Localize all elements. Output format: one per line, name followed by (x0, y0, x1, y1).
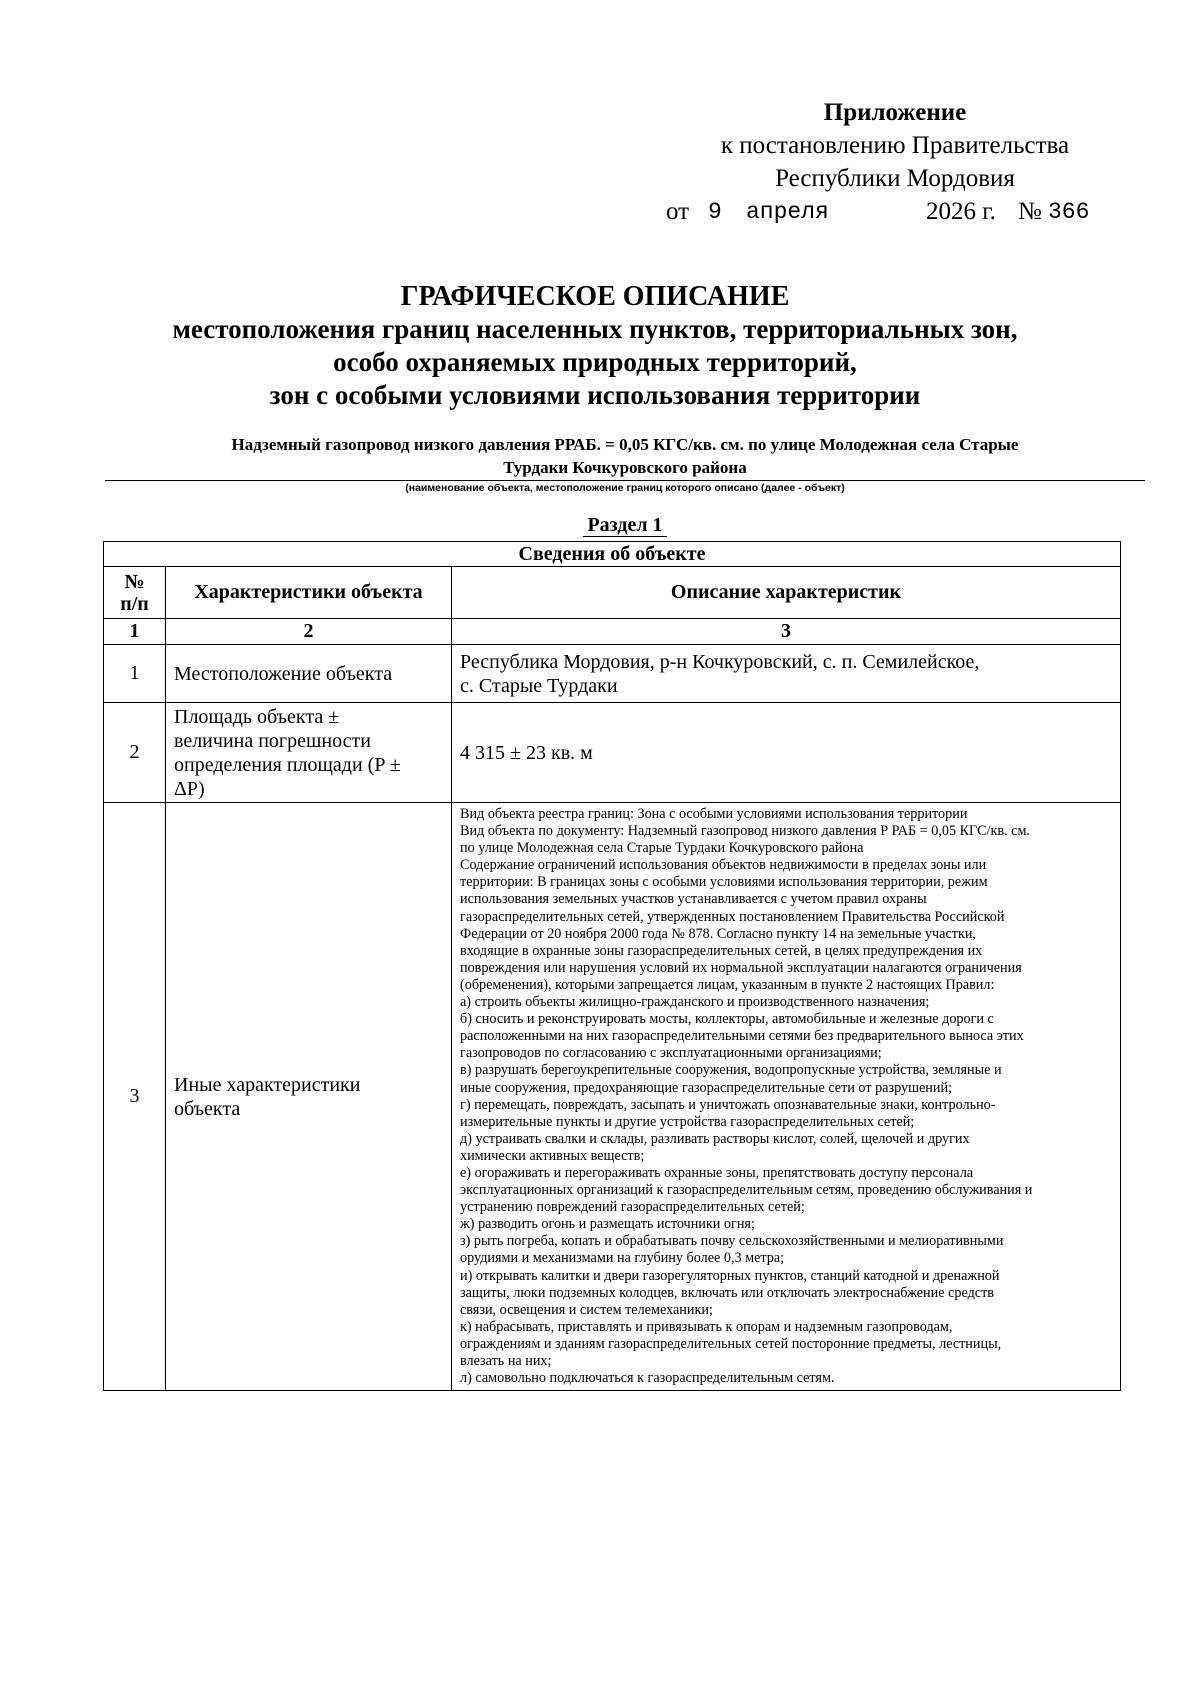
row-characteristic: Иные характеристики объекта (166, 803, 452, 1391)
description-line: Федерации от 20 ноября 2000 года № 878. Согласно пункту 14 на земельные участки, (460, 925, 976, 942)
row-value: 4 315 ± 23 кв. м (452, 703, 1121, 803)
description-line: а) строить объекты жилищно-гражданского и производственного назначения; (460, 994, 930, 1011)
description-line: г) перемещать, повреждать, засыпать и уничтожать опознавательные знаки, контрольно- (460, 1096, 996, 1113)
description-line: входящие в охранные зоны газораспределительных сетей, в целях предупреждения их (460, 942, 983, 959)
header-num: № п/п (104, 567, 166, 619)
description-line: газораспределительных сетей, утвержденных постановлением Правительства Российской (460, 908, 1005, 925)
description-line: расположенными на них газораспределительными сетями без предварительного выноса этих (460, 1028, 1024, 1045)
description-line: Содержание ограничений использования объектов недвижимости в пределах зоны или (460, 857, 987, 874)
description-line: и) открывать калитки и двери газорегуляторных пунктов, станций катодной и дренажной (460, 1267, 1000, 1284)
description-line: измерительные пункты и другие устройства газораспределительных сетей; (460, 1113, 915, 1130)
description-line: влезать на них; (460, 1353, 552, 1369)
description-line: по улице Молодежная села Старые Турдаки Кочкуровского района (460, 840, 864, 857)
description-line: ограждениям и зданиям газораспределительных сетей посторонние предметы, лестницы, (460, 1335, 1002, 1352)
description-line: Вид объекта реестра границ: Зона с особыми условиями использования территории (460, 806, 968, 822)
row-characteristic: Местоположение объекта (166, 645, 452, 703)
description-line: газопроводов по согласованию с эксплуатационными организациями; (460, 1045, 882, 1062)
table-row (104, 803, 1121, 1391)
row-description (452, 803, 1121, 1391)
resolution-number: 366 (1048, 199, 1090, 225)
date-day: 9 (708, 199, 722, 225)
number-sign: № (1018, 198, 1042, 225)
table-title-row (104, 542, 1121, 567)
header-description: Описание характеристик (452, 567, 1121, 619)
description-line: л) самовольно подключаться к газораспределительным сетям. (460, 1370, 835, 1387)
table-title: Сведения об объекте (104, 542, 1121, 567)
description-line: е) огораживать и перегораживать охранные зоны, препятствовать доступу персонала (460, 1164, 974, 1181)
appendix-line-2: Республики Мордовия (775, 165, 1015, 192)
object-name-caption: (наименование объекта, местоположение границ которого описано (далее - объект) (405, 482, 845, 494)
description-line: связи, освещения и систем телемеханики; (460, 1301, 713, 1318)
description-line: ж) разводить огонь и размещать источники огня; (460, 1216, 755, 1233)
object-info-table (103, 541, 1121, 1391)
description-line: д) устраивать свалки и склады, разливать растворы кислот, солей, щелочей и других (460, 1130, 970, 1147)
table-row (104, 645, 1121, 703)
date-month: апреля (746, 199, 829, 225)
title-line-2: местоположения границ населенных пунктов, территориальных зон, (172, 314, 1018, 344)
appendix-line-1: к постановлению Правительства (720, 132, 1070, 159)
index-cell: 1 (104, 619, 166, 645)
table-header-row (104, 567, 1121, 619)
appendix-date-line (666, 195, 1110, 229)
description-line: химически активных веществ; (460, 1147, 645, 1164)
object-name-line-1: Надземный газопровод низкого давления РРАБ. = 0,05 КГС/кв. см. по улице Молодежная села Старые (231, 435, 1019, 454)
description-line: повреждения или нарушения условий их нормальной эксплуатации налагаются ограничения (460, 959, 1022, 976)
date-year: 2026 г. (926, 198, 996, 225)
description-line: з) рыть погреба, копать и обрабатывать почву сельскохозяйственными и мелиоративными (460, 1233, 1004, 1250)
description-line: территории: В границах зоны с особыми условиями использования территории, режим (460, 874, 988, 891)
object-name (105, 433, 1145, 479)
appendix-header (666, 96, 1110, 229)
row-number: 2 (104, 703, 166, 803)
description-line: использования земельных участков устанавливается с учетом правил охраны (460, 891, 927, 908)
row-number: 1 (104, 645, 166, 703)
title-line-1: ГРАФИЧЕСКОЕ ОПИСАНИЕ (400, 281, 790, 312)
header-characteristics: Характеристики объекта (166, 567, 452, 619)
title-line-3: особо охраняемых природных территорий, (333, 347, 857, 377)
appendix-title: Приложение (823, 99, 967, 126)
section-title: Раздел 1 (500, 514, 750, 537)
row-number: 3 (104, 803, 166, 1391)
index-cell: 3 (452, 619, 1121, 645)
object-name-line-2: Турдаки Кочкуровского района (503, 458, 747, 477)
description-line: иные сооружения, предохраняющие газораспределительные сети от разрушений; (460, 1079, 953, 1096)
date-prefix: от (666, 198, 690, 225)
description-line: орудиями и механизмами на глубину более 0,3 метра; (460, 1250, 785, 1267)
description-line: эксплуатационных организаций к газораспределительным сетям, проведению обслуживания и (460, 1182, 1033, 1199)
document-title (90, 280, 1100, 412)
row-value: Республика Мордовия, р-н Кочкуровский, с. п. Семилейское, с. Старые Турдаки (452, 645, 1121, 703)
table-index-row (104, 619, 1121, 645)
description-line: в) разрушать берегоукрепительные сооружения, водопропускные устройства, земляные и (460, 1062, 1002, 1079)
index-cell: 2 (166, 619, 452, 645)
description-line: (обременения), которыми запрещается лицам, указанным в пункте 2 настоящих Правил: (460, 976, 995, 993)
description-line: б) сносить и реконструировать мосты, коллекторы, автомобильные и железные дороги с (460, 1011, 994, 1028)
description-line: защиты, люки подземных колодцев, включать или отключать электроснабжение средств (460, 1284, 994, 1301)
row-characteristic: Площадь объекта ± величина погрешности определения площади (P ± ΔP) (166, 703, 452, 803)
table-row (104, 703, 1121, 803)
description-line: к) набрасывать, приставлять и привязывать к опорам и надземным газопроводам, (460, 1318, 953, 1335)
title-line-4: зон с особыми условиями использования территории (269, 380, 921, 410)
object-name-underline (105, 480, 1145, 481)
description-line: устранению повреждений газораспределительных сетей; (460, 1199, 805, 1216)
description-line: Вид объекта по документу: Надземный газопровод низкого давления Р РАБ = 0,05 КГС/кв. см. (460, 823, 1030, 840)
